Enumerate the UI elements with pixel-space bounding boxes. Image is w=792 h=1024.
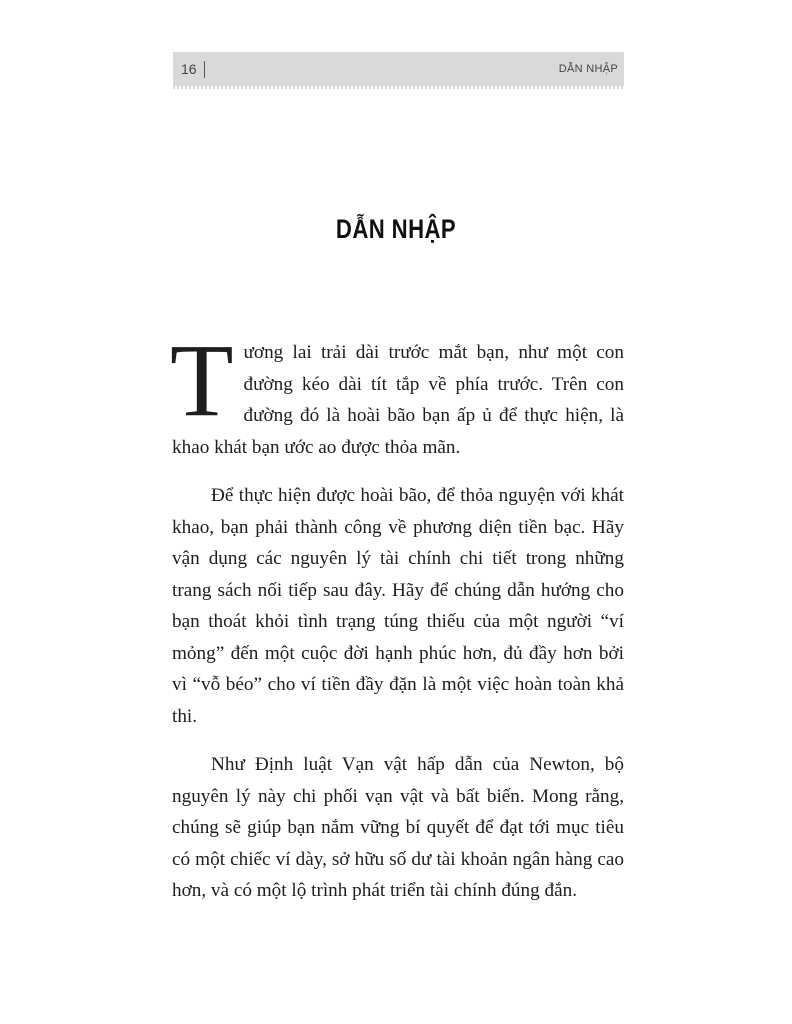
header-divider	[204, 61, 205, 78]
body-text	[170, 323, 624, 907]
running-header	[173, 52, 624, 86]
paragraph-1	[170, 323, 624, 463]
paragraph-3: Như Định luật Vạn vật hấp dẫn của Newton, bộ nguyên lý này chi phối vạn vật và bất biến. Mong rằng, chúng sẽ giúp bạn nắm vững bí quyết để đạt tới mục tiêu có một chiếc ví dày, sở hữu số dư tài khoản ngân hàng cao hơn, và có một lộ trình phát triển tài chính đúng đắn.	[172, 754, 624, 901]
paragraph-1-text: ương lai trải dài trước mắt bạn, như một con đường kéo dài tít tắp về phía trước. Trên con đường đó là hoài bão bạn ấp ủ để thực hiện, là khao khát bạn ước ao được thỏa mãn.	[172, 342, 624, 458]
running-title: DẪN NHẬP	[558, 63, 618, 75]
drop-cap: T	[170, 323, 234, 438]
chapter-title: DẪN NHẬP	[335, 214, 457, 244]
paragraph-2: Để thực hiện được hoài bão, để thỏa nguyện với khát khao, bạn phải thành công về phương diện tiền bạc. Hãy vận dụng các nguyên lý tài chính chi tiết trong những trang sách nối tiếp sau đây. Hãy để chúng dẫn hướng cho bạn thoát khỏi tình trạng túng thiếu của một người “ví mỏng” đến một cuộc đời hạnh phúc hơn, đủ đầy hơn bởi vì “vỗ béo” cho ví tiền đầy đặn là một việc hoàn toàn khả thi.	[172, 485, 624, 727]
page-number: 16	[181, 61, 197, 77]
